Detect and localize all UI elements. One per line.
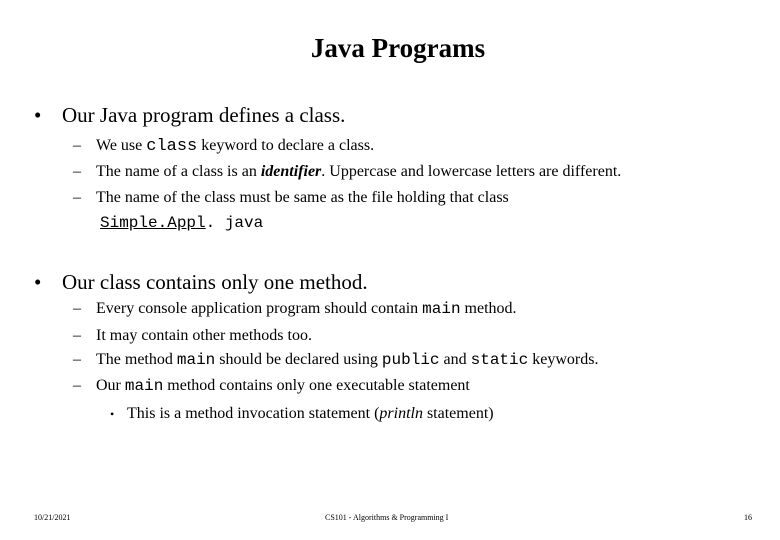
text: We use bbox=[96, 137, 147, 154]
sub-item-filename bbox=[73, 189, 509, 207]
code-main: main bbox=[422, 300, 461, 318]
identifier-emphasis: identifier bbox=[260, 163, 322, 180]
footer-course: CS101 - Algorithms & Programming I bbox=[325, 513, 449, 522]
dash-marker: – bbox=[73, 351, 81, 368]
text: method contains only one executable statement bbox=[163, 377, 470, 394]
sub-sub-item-println bbox=[110, 405, 494, 423]
println-emphasis: println bbox=[379, 405, 423, 422]
text: statement) bbox=[422, 405, 494, 422]
code-class: class bbox=[146, 137, 198, 156]
sub-item-executable-statement bbox=[73, 377, 470, 395]
code-static: static bbox=[470, 351, 529, 369]
footer-page-number: 16 bbox=[744, 513, 752, 522]
code-main: main bbox=[176, 351, 216, 369]
bullet-text: Our Java program defines a class. bbox=[62, 103, 346, 127]
text: . Uppercase and lowercase letters are different. bbox=[321, 163, 622, 180]
filename-underlined: Simple.Appl bbox=[100, 214, 206, 232]
bullet-marker: • bbox=[110, 407, 115, 421]
text: The method bbox=[96, 351, 177, 368]
text: Every console application program should contain bbox=[96, 300, 423, 317]
dash-marker: – bbox=[73, 327, 81, 344]
text: method. bbox=[460, 300, 517, 317]
sub-item-class-keyword bbox=[73, 137, 374, 156]
code-public: public bbox=[381, 351, 440, 369]
bullet-marker: • bbox=[34, 270, 42, 294]
text: keywords. bbox=[528, 351, 599, 368]
text: and bbox=[439, 351, 471, 368]
sub-item-public-static bbox=[73, 351, 598, 369]
dash-marker: – bbox=[73, 189, 81, 206]
text: It may contain other methods too. bbox=[96, 327, 312, 344]
sub-item-main-method bbox=[73, 300, 517, 318]
text: The name of a class is an bbox=[96, 163, 261, 180]
text: keyword to declare a class. bbox=[197, 137, 375, 154]
sub-item-other-methods bbox=[73, 327, 312, 345]
filename-line bbox=[100, 214, 263, 232]
text: This is a method invocation statement ( bbox=[127, 405, 380, 422]
text: Our bbox=[96, 377, 125, 394]
text: should be declared using bbox=[215, 351, 382, 368]
page-title: Java Programs bbox=[310, 33, 486, 63]
dash-marker: – bbox=[73, 377, 81, 394]
dash-marker: – bbox=[73, 137, 81, 154]
filename-extension: . java bbox=[205, 214, 264, 232]
dash-marker: – bbox=[73, 163, 81, 180]
bullet-marker: • bbox=[34, 103, 42, 127]
bullet-class bbox=[34, 103, 345, 128]
footer-date: 10/21/2021 bbox=[34, 513, 71, 522]
text: The name of the class must be same as the file holding that class bbox=[96, 189, 509, 206]
sub-item-identifier bbox=[73, 163, 621, 181]
code-main: main bbox=[124, 377, 164, 395]
bullet-method bbox=[34, 270, 368, 295]
bullet-text: Our class contains only one method. bbox=[62, 270, 368, 294]
dash-marker: – bbox=[73, 300, 81, 317]
